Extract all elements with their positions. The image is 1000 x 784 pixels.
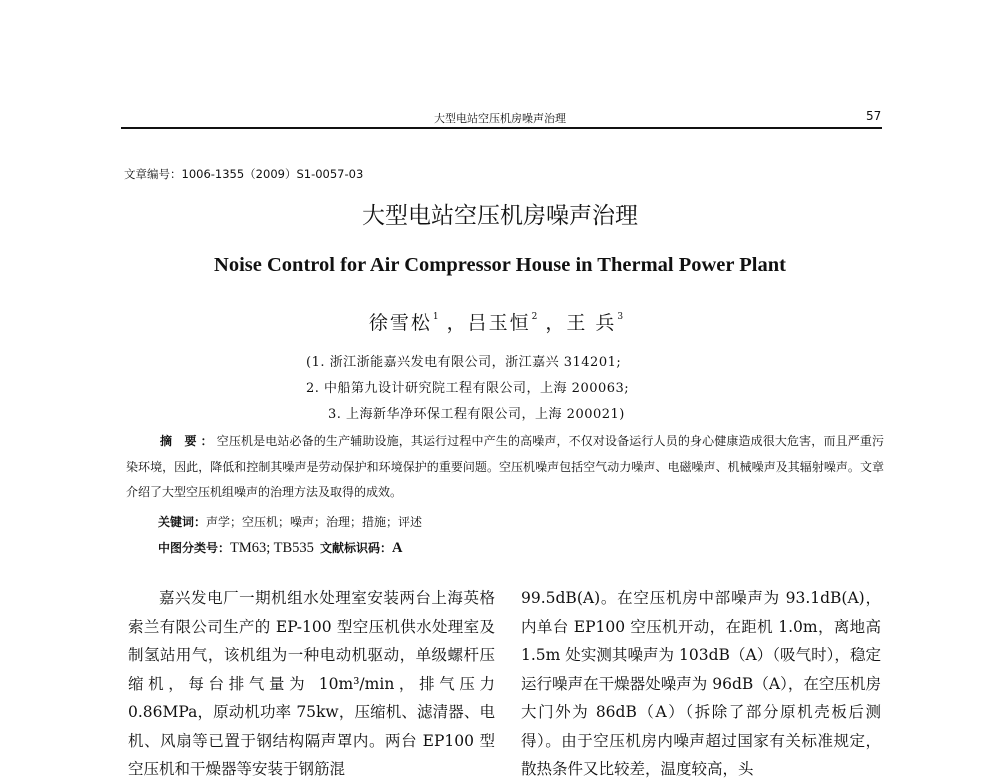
author-name: 王 兵 — [566, 312, 617, 334]
title-en: Noise Control for Air Compressor House in Thermal Power Plant — [214, 254, 786, 276]
authors: 徐雪松$^1$ ，吕玉恒$^2$ ，王 兵$^3$ — [368, 312, 624, 334]
classification — [158, 539, 402, 557]
body-left-column: 嘉兴发电厂一期机组水处理室安装两台上海英格索兰有限公司生产的 EP-100 型空压机供水处理室及制氢站用气，该机组为一种电动机驱动，单级螺杆压缩机，每台排气量为 10m³/min，排气压力 0.86MPa，原动机功率 75kw，压缩机、滤清器、电机、风扇等已置于钢结构隔声罩内。两台 EP100 型空压机和干燥器等安装于钢筋混 — [128, 589, 495, 778]
document-code-value: A — [391, 540, 403, 556]
author-name: 吕玉恒 — [467, 312, 531, 334]
author-superscript: 3 — [617, 312, 624, 322]
classification-label: 中图分类号： — [158, 541, 231, 555]
affiliation-3: 3. 上海新华净环保工程有限公司，上海 200021) — [328, 407, 625, 422]
affiliation-1: (1. 浙江浙能嘉兴发电有限公司，浙江嘉兴 314201; — [306, 355, 622, 370]
article-id: 文章编号：1006-1355（2009）S1-0057-03 — [124, 167, 364, 181]
classification-value: TM63; TB535 — [230, 540, 314, 556]
title-cn: 大型电站空压机房噪声治理 — [362, 203, 638, 229]
body-right-column: 99.5dB(A)。在空压机房中部噪声为 93.1dB(A)，内单台 EP100 空压机开动，在距机 1.0m，离地高 1.5m 处实测其噪声为 103dB（A）（吸气时），稳定运行噪声在干燥器处噪声为 96dB（A），在空压机房大门外为 86dB（A）（拆除了部分原机壳板后测得）。由于空压机房内噪声超过国家有关标准规定，散热条件又比较差，温度较高，头 — [521, 589, 881, 778]
keywords — [158, 513, 422, 530]
running-title: 大型电站空压机房噪声治理 — [434, 112, 566, 125]
header-rule — [121, 127, 882, 129]
abstract — [126, 429, 884, 506]
document-code-label: 文献标识码： — [319, 541, 392, 555]
page-number: 57 — [866, 109, 882, 123]
author-name: 徐雪松 — [368, 312, 432, 334]
keywords-text: 声学；空压机；噪声；治理；措施；评述 — [206, 515, 423, 529]
author-superscript: 1 — [432, 312, 439, 322]
abstract-text: 空压机是电站必备的生产辅助设施，其运行过程中产生的高噪声，不仅对设备运行人员的身心健康造成很大危害，而且严重污染环境，因此，降低和控制其噪声是劳动保护和环境保护的重要问题。空压机噪声包括空气动力噪声、电磁噪声、机械噪声及其辐射噪声。文章介绍了大型空压机组噪声的治理方法及取得的成效。 — [126, 434, 884, 499]
affiliation-2: 2. 中船第九设计研究院工程有限公司，上海 200063; — [306, 381, 630, 396]
author-superscript: 2 — [531, 312, 538, 322]
keywords-label: 关键词： — [158, 515, 207, 529]
abstract-label: 摘 要： — [160, 434, 217, 448]
